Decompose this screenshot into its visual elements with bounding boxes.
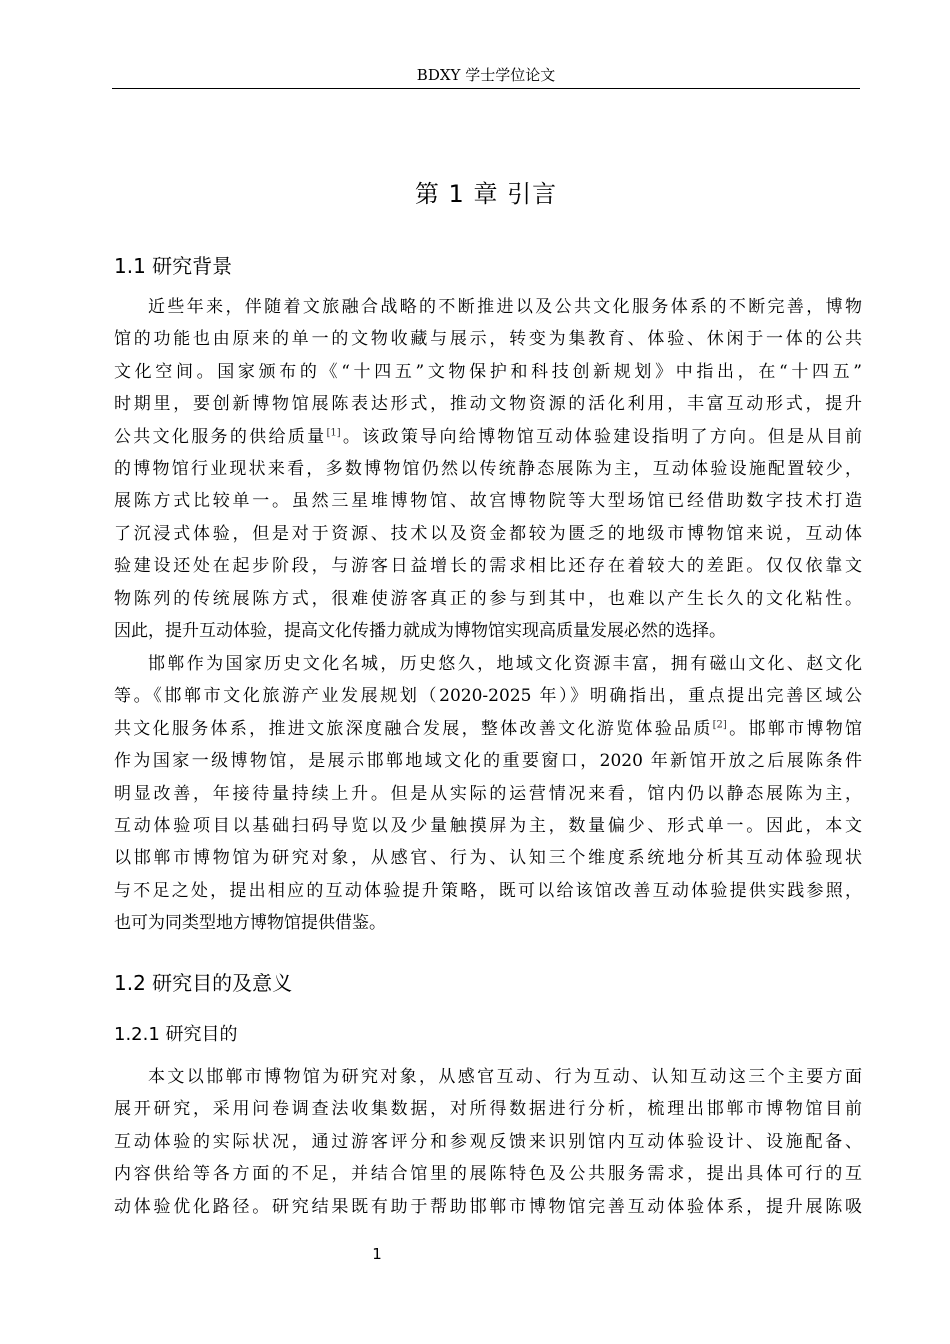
paragraph-line: 以邯郸市博物馆为研究对象，从感官、行为、认知三个维度系统地分析其互动体验现状: [114, 848, 862, 869]
header-rule: [112, 88, 860, 89]
chapter-title: 第 1 章 引言: [414, 180, 558, 208]
paragraph-line: 了沉浸式体验，但是对于资源、技术以及资金都较为匮乏的地级市博物馆来说，互动体: [114, 523, 862, 544]
section-heading-1-1: 1.1 研究背景: [114, 254, 233, 278]
page-number: 1: [372, 1245, 382, 1263]
line-text: 。邯郸市博物馆: [726, 718, 863, 739]
section-heading-1-2: 1.2 研究目的及意义: [114, 971, 293, 995]
paragraph-line: 物陈列的传统展陈方式，很难使游客真正的参与到其中，也难以产生长久的文化粘性。: [114, 588, 862, 609]
paragraph-line: 的博物馆行业现状来看，多数博物馆仍然以传统静态展陈为主，互动体验设施配置较少，: [114, 459, 862, 480]
paragraph-line: 作为国家一级博物馆，是展示邯郸地域文化的重要窗口，2020 年新馆开放之后展陈条件: [114, 751, 862, 772]
paragraph-line: 本文以邯郸市博物馆为研究对象，从感官互动、行为互动、认知互动这三个主要方面: [148, 1067, 862, 1087]
paragraph-line: 互动体验项目以基础扫码导览以及少量触摸屏为主，数量偏少、形式单一。因此，本文: [114, 816, 862, 837]
citation-ref-1: [1]: [326, 426, 341, 438]
paragraph-line: 内容供给等各方面的不足，并结合馆里的展陈特色及公共服务需求，提出具体可行的互: [114, 1164, 862, 1185]
line-text: 。该政策导向给博物馆互动体验建设指明了方向。但是从目前: [340, 426, 863, 447]
paragraph-line: 近些年来，伴随着文旅融合战略的不断推进以及公共文化服务体系的不断完善，博物: [148, 297, 862, 317]
paragraph-line: [114, 421, 862, 453]
line-text: 公共文化服务的供给质量: [114, 426, 327, 447]
paragraph-line: 动体验优化路径。研究结果既有助于帮助邯郸市博物馆完善互动体验体系，提升展陈吸: [114, 1196, 862, 1217]
paragraph-line: 时期里，要创新博物馆展陈表达形式，推动文物资源的活化利用，丰富互动形式，提升: [114, 394, 862, 415]
running-header: BDXY 学士学位论文: [416, 66, 556, 84]
paragraph-line: 与不足之处，提出相应的互动体验提升策略，既可以给该馆改善互动体验提供实践参照，: [114, 880, 862, 901]
paragraph-line: 展陈方式比较单一。虽然三星堆博物馆、故宫博物院等大型场馆已经借助数字技术打造: [114, 491, 862, 512]
subsection-heading-1-2-1: 1.2.1 研究目的: [114, 1024, 238, 1045]
paragraph-line: 展开研究，采用问卷调查法收集数据，对所得数据进行分析，梳理出邯郸市博物馆目前: [114, 1099, 862, 1120]
paragraph-line: 明显改善，年接待量持续上升。但是从实际的运营情况来看，馆内仍以静态展陈为主，: [114, 783, 862, 804]
paragraph-line: 邯郸作为国家历史文化名城，历史悠久，地域文化资源丰富，拥有磁山文化、赵文化: [148, 654, 862, 674]
paragraph-line: 也可为同类型地方博物馆提供借鉴。: [114, 913, 386, 934]
paragraph-line: 验建设还处在起步阶段，与游客日益增长的需求相比还存在着较大的差距。仅仅依靠文: [114, 556, 862, 577]
citation-ref-2: [2]: [712, 719, 727, 731]
paragraph-line: 等。《邯郸市文化旅游产业发展规划（2020-2025 年）》明确指出，重点提出完善区域公: [114, 686, 862, 707]
paragraph-research-purpose: [114, 1061, 862, 1223]
paragraph-line: [114, 713, 862, 745]
paragraph-research-background-2: [114, 648, 862, 940]
paragraph-line: 互动体验的实际状况，通过游客评分和参观反馈来识别馆内互动体验设计、设施配备、: [114, 1131, 862, 1152]
paragraph-line: 因此，提升互动体验，提高文化传播力就成为博物馆实现高质量发展必然的选择。: [114, 621, 726, 642]
paragraph-research-background-1: [114, 291, 862, 647]
paragraph-line: 馆的功能也由原来的单一的文物收藏与展示，转变为集教育、体验、休闲于一体的公共: [114, 329, 862, 350]
line-text: 共文化服务体系，推进文旅深度融合发展，整体改善文化游览体验品质: [114, 718, 713, 739]
paragraph-line: 文化空间。国家颁布的《“十四五”文物保护和科技创新规划》中指出，在“十四五”: [114, 361, 862, 382]
